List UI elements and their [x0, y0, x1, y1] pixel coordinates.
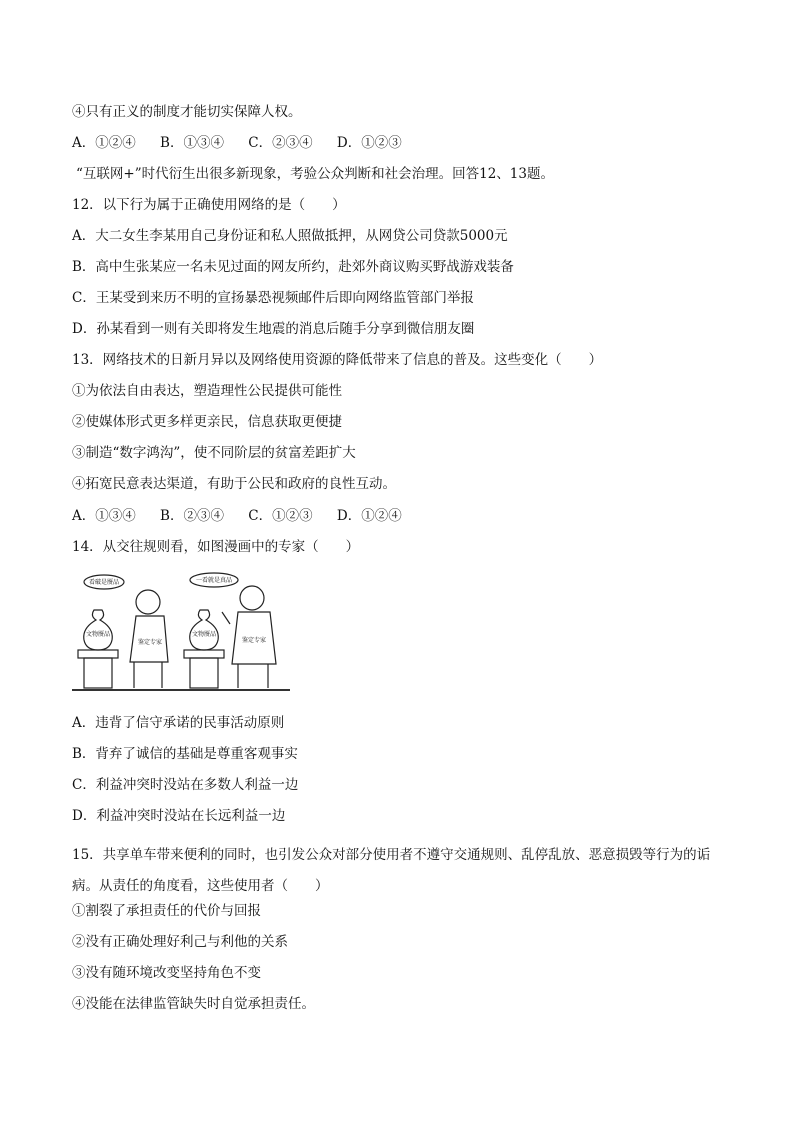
left-vase: [84, 610, 113, 650]
left-pedestal: [84, 658, 112, 688]
q13-statement-4: ④拓宽民意表达渠道，有助于公民和政府的良性互动。: [72, 476, 396, 492]
options-row-11: [72, 134, 422, 152]
option-b[interactable]: B．①③④: [160, 135, 224, 151]
right-vase: [190, 610, 219, 650]
expert-right-label: 鉴定专家: [241, 637, 267, 644]
vase-right-label: 文物赝品: [191, 631, 217, 638]
intro-text: “互联网+”时代衍生出很多新现象，考验公众判断和社会治理。回答12、13题。: [76, 166, 554, 182]
right-pedestal: [190, 658, 218, 688]
q14-option-d[interactable]: D．利益冲突时没站在长远利益一边: [72, 808, 286, 824]
option-d[interactable]: D．①②④: [336, 508, 402, 524]
q14-option-a[interactable]: A．违背了信守承诺的民事活动原则: [72, 715, 285, 731]
q12-option-c[interactable]: C．王某受到来历不明的宣扬暴恐视频邮件后即向网络监管部门举报: [72, 290, 474, 306]
q12-option-d[interactable]: D．孙某看到一则有关即将发生地震的消息后随手分享到微信朋友圈: [72, 321, 475, 337]
q12-option-b[interactable]: B．高中生张某应一名未见过面的网友所约，赴郊外商议购买野战游戏装备: [72, 259, 514, 275]
options-row-13: [72, 507, 422, 525]
q13-statement-2: ②使媒体形式更多样更亲民，信息获取更便捷: [72, 414, 342, 430]
bubble-right-text: 一看就是真品: [195, 577, 233, 584]
option-a[interactable]: A．①③④: [72, 508, 136, 524]
question-14: 14．从交往规则看，如图漫画中的专家（ ）: [72, 539, 360, 555]
option-b[interactable]: B．②③④: [160, 508, 224, 524]
left-pedestal-top: [78, 650, 118, 658]
bubble-left-text: 看破是赝品: [88, 579, 120, 586]
q12-option-a[interactable]: A．大二女生李某用自己身份证和私人照做抵押，从网贷公司贷款5000元: [72, 228, 508, 244]
q15-statement-4: ④没能在法律监管缺失时自觉承担责任。: [72, 996, 315, 1012]
q15-statement-1: ①割裂了承担责任的代价与回报: [72, 903, 261, 919]
q14-option-b[interactable]: B．背弃了诚信的基础是尊重客观事实: [72, 746, 298, 762]
question-12: 12．以下行为属于正确使用网络的是（ ）: [72, 197, 346, 213]
option-d[interactable]: D．①②③: [336, 135, 402, 151]
vase-left-label: 文物赝品: [85, 631, 111, 638]
q13-statement-3: ③制造“数字鸿沟”，使不同阶层的贫富差距扩大: [72, 445, 356, 461]
q15-statement-2: ②没有正确处理好利己与利他的关系: [72, 934, 288, 950]
option-c[interactable]: C．②③④: [248, 135, 313, 151]
q15-statement-3: ③没有随环境改变坚持角色不变: [72, 965, 261, 981]
q14-option-c[interactable]: C．利益冲突时没站在多数人利益一边: [72, 777, 299, 793]
option-a[interactable]: A．①②④: [72, 135, 136, 151]
question-13: 13．网络技术的日新月异以及网络使用资源的降低带来了信息的普及。这些变化（ ）: [72, 352, 603, 368]
left-expert-head: [136, 590, 160, 614]
option-c[interactable]: C．①②③: [248, 508, 313, 524]
question-15: 15．共享单车带来便利的同时，也引发公众对部分使用者不遵守交通规则、乱停乱放、恶意损毁等行为的诟病。从责任的角度看，这些使用者（ ）: [72, 847, 711, 894]
right-expert-head: [240, 586, 264, 610]
q13-statement-1: ①为依法自由表达，塑造理性公民提供可能性: [72, 383, 342, 399]
expert-left-label: 鉴定专家: [137, 639, 163, 646]
statement-4: ④只有正义的制度才能切实保障人权。: [72, 104, 302, 120]
cartoon-image: [72, 572, 290, 694]
